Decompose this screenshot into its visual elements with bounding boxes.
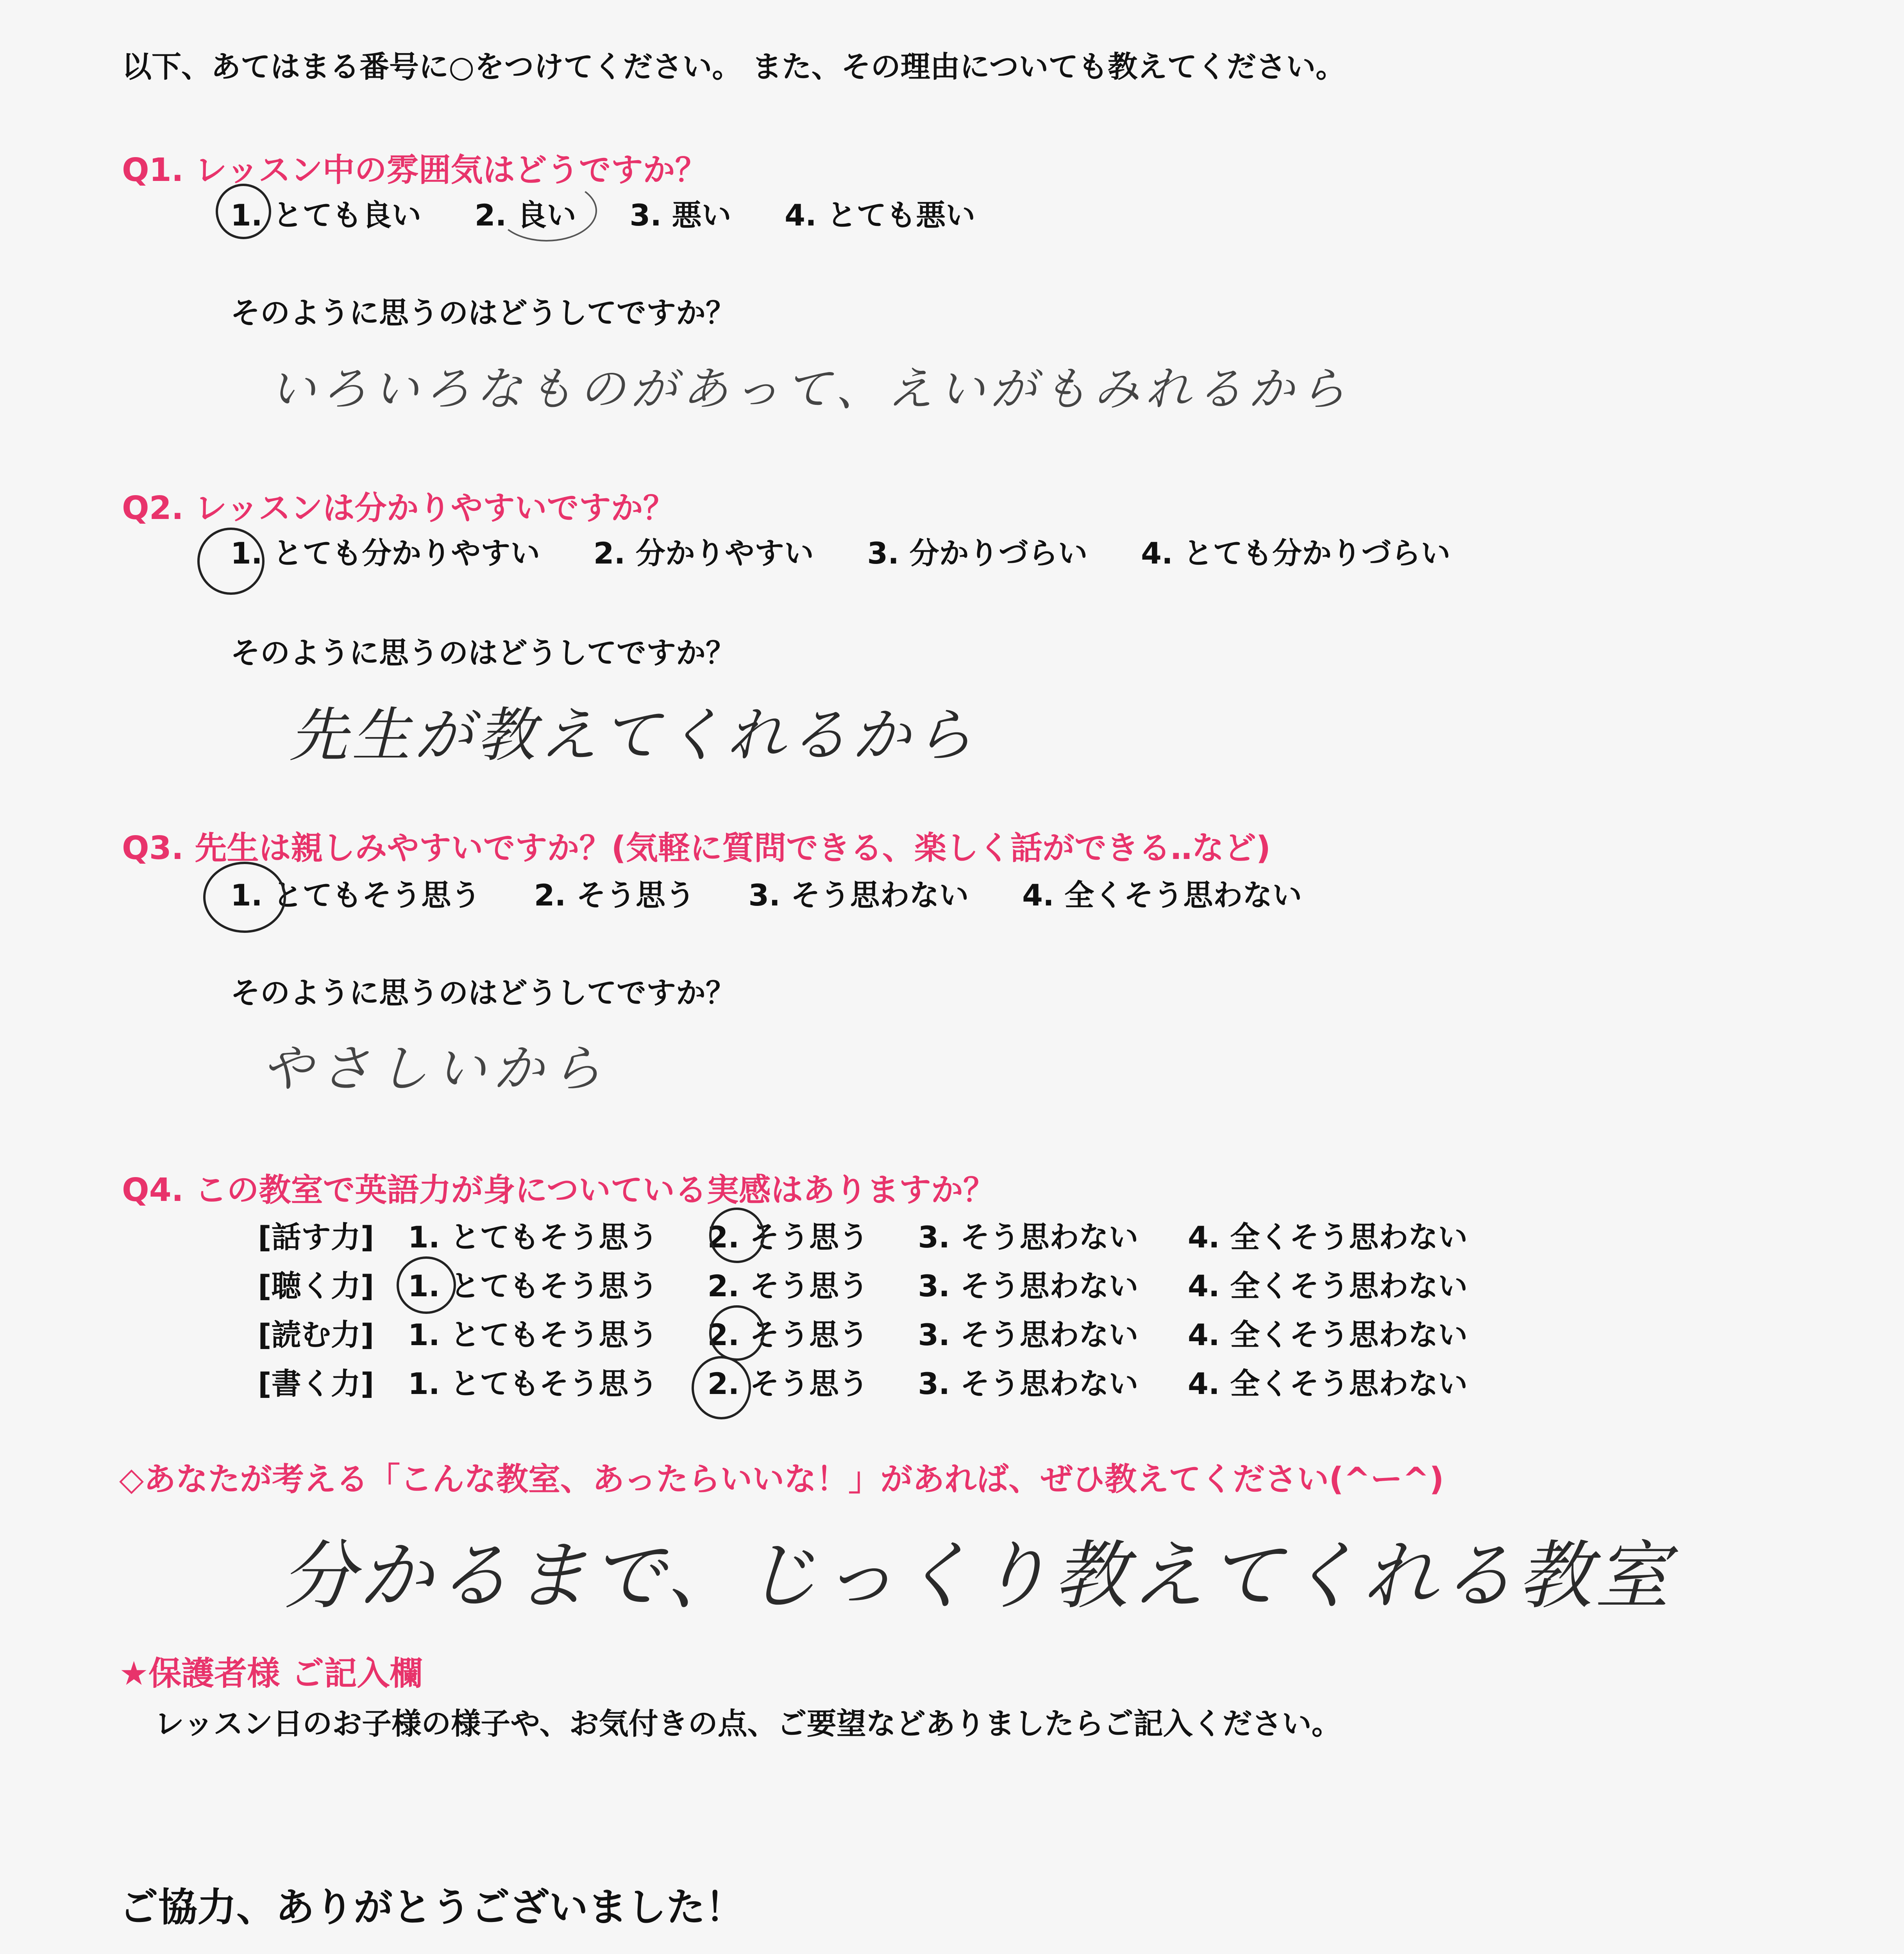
q1-choices — [231, 191, 975, 234]
q4-title: Q4. この教室で英語力が身についている実感はありますか？ — [122, 1172, 995, 1209]
q2-choice-3[interactable]: 3. 分かりづらい — [867, 536, 1088, 571]
q4-row-reading — [258, 1311, 1468, 1354]
q4-listening-choice-4[interactable]: 4. 全くそう思わない — [1188, 1269, 1468, 1303]
q4-reading-choice-2[interactable]: 2. そう思う — [707, 1317, 869, 1352]
q4-row-label: [読む力] — [258, 1317, 374, 1352]
q4-row-writing — [258, 1360, 1468, 1403]
q3-choice-1[interactable]: 1. とてもそう思う — [231, 878, 481, 913]
q1-handwritten-answer: いろいろなものがあって、えいがもみれるから — [270, 362, 1352, 416]
q4-reading-choice-1[interactable]: 1. とてもそう思う — [408, 1317, 658, 1352]
q3-handwritten-answer: やさしいから — [262, 1039, 609, 1098]
q4-writing-choice-1[interactable]: 1. とてもそう思う — [408, 1366, 658, 1401]
q4-speaking-choice-3[interactable]: 3. そう思わない — [918, 1220, 1139, 1254]
q1-choice-1[interactable]: 1. とても良い — [231, 198, 422, 233]
q4-row-speaking — [258, 1213, 1468, 1256]
q3-why-prompt: そのように思うのはどうしてですか？ — [231, 975, 735, 1010]
q4-row-label: [聴く力] — [258, 1269, 374, 1303]
guardian-instructions: レッスン日のお子様の様子や、お気付きの点、ご要望などありましたらご記入ください。 — [154, 1706, 1341, 1741]
q4-writing-choice-3[interactable]: 3. そう思わない — [918, 1366, 1139, 1401]
q1-title: Q1. レッスン中の雰囲気はどうですか？ — [122, 152, 707, 189]
q2-choice-4[interactable]: 4. とても分かりづらい — [1141, 536, 1451, 571]
q1-choice-2[interactable]: 2. 良い — [474, 198, 576, 233]
q2-why-prompt: そのように思うのはどうしてですか？ — [231, 635, 735, 670]
q4-speaking-choice-2[interactable]: 2. そう思う — [707, 1220, 869, 1254]
q3-choices — [231, 871, 1302, 914]
q1-choice-3[interactable]: 3. 悪い — [629, 198, 731, 233]
instructions-text: 以下、あてはまる番号に○をつけてください。 また、その理由についても教えてください。 — [122, 49, 1346, 84]
guardian-title: ★保護者様 ご記入欄 — [119, 1654, 423, 1693]
q4-listening-choice-3[interactable]: 3. そう思わない — [918, 1269, 1139, 1303]
thanks-message: ご協力、ありがとうございました！ — [119, 1884, 744, 1930]
q4-listening-choice-1[interactable]: 1. とてもそう思う — [408, 1269, 658, 1303]
q2-handwritten-answer: 先生が教えてくれるから — [289, 701, 977, 769]
q4-row-label: [書く力] — [258, 1366, 374, 1401]
q4-speaking-choice-1[interactable]: 1. とてもそう思う — [408, 1220, 658, 1254]
wish-title: ◇あなたが考える「こんな教室、あったらいいな！」があれば、ぜひ教えてください(^ー^) — [119, 1461, 1444, 1498]
q2-title: Q2. レッスンは分かりやすいですか？ — [122, 490, 675, 527]
q1-why-prompt: そのように思うのはどうしてですか？ — [231, 295, 735, 330]
q4-row-listening — [258, 1262, 1468, 1305]
q3-title: Q3. 先生は親しみやすいですか？(気軽に質問できる、楽しく話ができる‥など) — [122, 830, 1271, 867]
q3-choice-2[interactable]: 2. そう思う — [534, 878, 695, 913]
q4-writing-choice-2[interactable]: 2. そう思う — [707, 1366, 869, 1401]
q4-listening-choice-2[interactable]: 2. そう思う — [707, 1269, 869, 1303]
q4-reading-choice-3[interactable]: 3. そう思わない — [918, 1317, 1139, 1352]
q4-row-label: [話す力] — [258, 1220, 374, 1254]
q4-reading-choice-4[interactable]: 4. 全くそう思わない — [1188, 1317, 1468, 1352]
q2-choices — [231, 530, 1450, 572]
q1-choice-4[interactable]: 4. とても悪い — [785, 198, 976, 233]
q3-choice-4[interactable]: 4. 全くそう思わない — [1022, 878, 1302, 913]
q2-choice-1[interactable]: 1. とても分かりやすい — [231, 536, 540, 571]
q4-writing-choice-4[interactable]: 4. 全くそう思わない — [1188, 1366, 1468, 1401]
q2-choice-2[interactable]: 2. 分かりやすい — [593, 536, 814, 571]
q3-choice-3[interactable]: 3. そう思わない — [748, 878, 969, 913]
q4-speaking-choice-4[interactable]: 4. 全くそう思わない — [1188, 1220, 1468, 1254]
wish-handwritten-answer: 分かるまで、じっくり教えてくれる教室 — [281, 1533, 1673, 1619]
